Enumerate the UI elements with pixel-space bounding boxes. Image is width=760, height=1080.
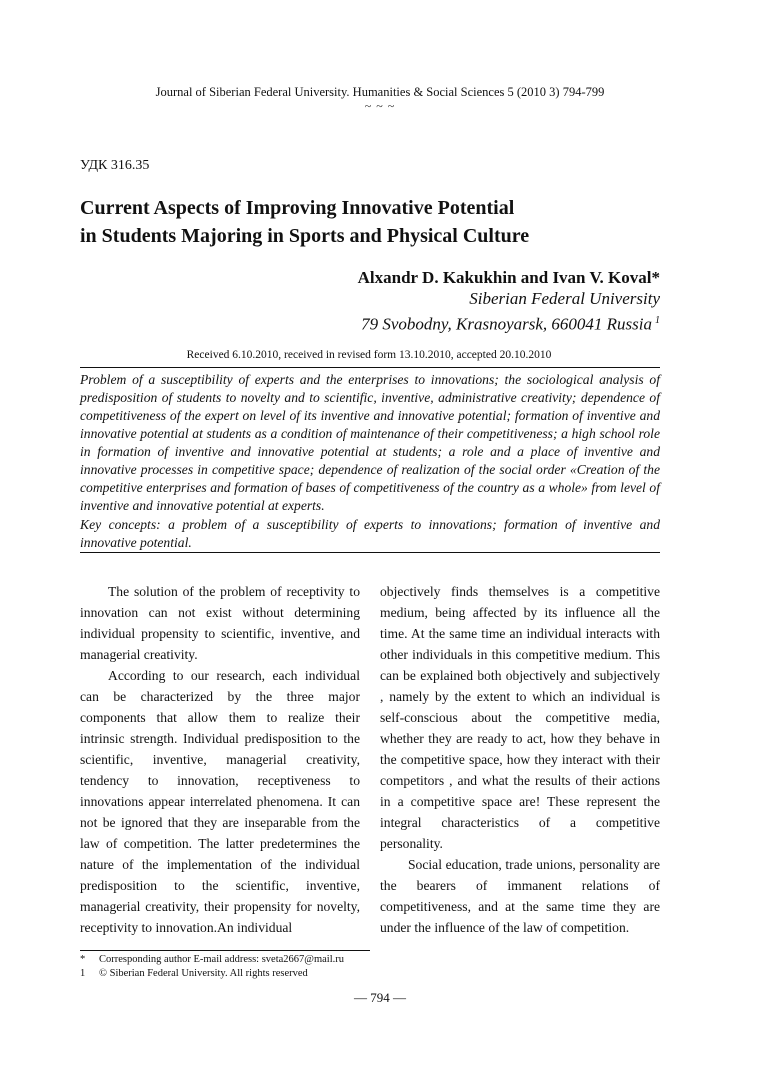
- body-paragraph: Social education, trade unions, personality are the bearers of immanent relations of competitiveness, and at the same time they are under the influence of the law of competition.: [380, 857, 660, 935]
- footnote-rule: [80, 950, 370, 951]
- journal-header: Journal of Siberian Federal University. Humanities & Social Sciences 5 (2010 3) 794-799: [155, 85, 605, 99]
- footnote-text: © Siberian Federal University. All rights reserved: [99, 968, 308, 979]
- footnote-text: Corresponding author E-mail address: sveta2667@mail.ru: [99, 954, 344, 965]
- title-line-1: Current Aspects of Improving Innovative Potential: [80, 197, 515, 219]
- footnote: [80, 953, 640, 966]
- footnote-mark: *: [80, 954, 86, 965]
- abstract: Problem of a susceptibility of experts and the enterprises to innovations; the sociological analysis of predisposition of students to novelty and to scientific, inventive, administrative creativity; dependence of competitiveness of the expert on level of its inventive and innovative potential; formation of inventive and innovative potential at students as a condition of maintenance of their competitiveness; a high school role in formation of inventive and innovative potential at students; a role and a place of inventive and innovative processes in competitive space; dependence of realization of the social order «Creation of the competitive enterprises and formation of bases of competitiveness of the country as a whole» from level of inventive and innovative potential at experts.: [80, 372, 660, 513]
- body-paragraph: objectively finds themselves is a competitive medium, being affected by its influence all the time. At the same time an individual interacts with other individuals in this competitive medium. This can be explained both objectively and subjectively , namely by the extent to which an individual is self-conscious about the competitive media, whether they are ready to act, how they behave in the competitive space, how they interact with their competitors , and what the results of their actions in a competitive space are! These represent the integral characteristics of a competitive personality.: [380, 584, 660, 851]
- footnote-mark: 1: [80, 968, 86, 979]
- authors: Alxandr D. Kakukhin and Ivan V. Koval*: [357, 268, 660, 287]
- affiliation-address-line: [361, 310, 660, 336]
- body-column-right: [380, 581, 660, 938]
- header-ornament: ~ ~ ~: [364, 99, 396, 113]
- title-line-2: in Students Majoring in Sports and Physical Culture: [80, 225, 530, 247]
- key-concepts: Key concepts: a problem of a susceptibility of experts to innovations; formation of inventive and innovative potential.: [80, 517, 660, 550]
- body-paragraph: According to our research, each individual can be characterized by the three major components that allow them to realize their intrinsic strength. Individual predisposition to the scientific, inventive, managerial creativity, tendency to innovation, receptiveness to innovations appear interrelated phenomena. It can not be ignored that they are inseparable from the law of competition. The latter predetermines the nature of the implementation of the individual predisposition to the scientific, inventive, managerial creativity, their propensity for novelty, receptivity to innovation.An individual: [80, 668, 360, 935]
- affiliation: [361, 288, 660, 336]
- abstract-top-rule: [80, 367, 660, 368]
- affiliation-note-mark: 1: [655, 315, 660, 326]
- received-dates: Received 6.10.2010, received in revised form 13.10.2010, accepted 20.10.2010: [186, 349, 552, 361]
- article-title: [80, 194, 640, 250]
- body-paragraph: The solution of the problem of receptivity to innovation can not exist without determining individual propensity to scientific, inventive, and managerial creativity.: [80, 584, 360, 662]
- abstract-bottom-rule: [80, 552, 660, 553]
- footnote: [80, 967, 640, 980]
- affiliation-address: 79 Svobodny, Krasnoyarsk, 660041 Russia: [361, 314, 652, 334]
- page-number: — 794 —: [354, 990, 406, 1005]
- body-column-left: [80, 581, 360, 938]
- affiliation-institution: Siberian Federal University: [469, 289, 660, 308]
- udk-code: УДК 316.35: [80, 158, 150, 173]
